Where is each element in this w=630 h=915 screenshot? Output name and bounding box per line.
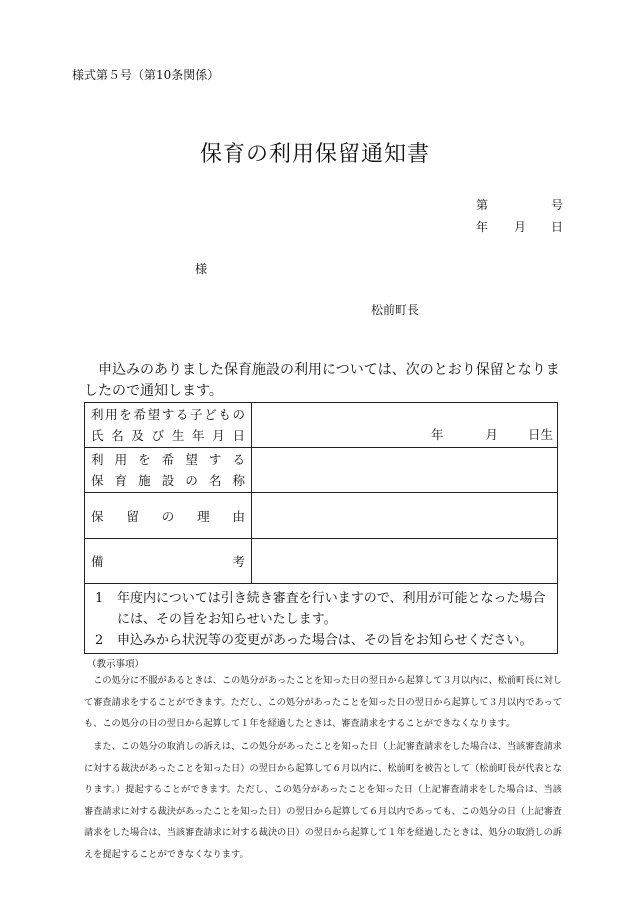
- number-prefix: 第: [476, 198, 489, 212]
- remarks-label-cell: [85, 539, 252, 584]
- notice-table: [84, 402, 558, 654]
- note-number: 1: [95, 591, 104, 606]
- instructions-paragraph-1: この処分に不服があるときは、この処分があったことを知った日の翌日から起算して３月以内に、松前町長に対して審査請求をすることができます。ただし、この処分があったことを知った日の翌日から起算して３月以内であっても、この処分の日の翌日から起算して１年を経過したときは、審査請求をすることができなくなります。: [84, 675, 562, 729]
- birth-year-label: 年: [431, 427, 444, 442]
- child-row: [85, 403, 558, 448]
- number-suffix: 号: [551, 198, 564, 212]
- facility-row: [85, 448, 558, 493]
- facility-label-line1: 利用を希望する: [91, 452, 245, 467]
- note-item: [91, 630, 551, 651]
- note-text: 申込みから状況等の変更があった場合は、その旨をお知らせください。: [117, 633, 533, 648]
- child-birthdate-field: [252, 403, 558, 448]
- birth-day-label: 日生: [527, 427, 553, 442]
- reason-field: [252, 493, 558, 539]
- form-number: 様式第５号（第10条関係）: [72, 68, 220, 82]
- notes-cell: [85, 584, 558, 654]
- facility-label: [85, 448, 252, 493]
- child-label-line1: 利用を希望する子どもの: [91, 407, 245, 422]
- note-number: 2: [95, 633, 104, 648]
- birth-month-label: 月: [485, 427, 499, 442]
- date-year: 年: [476, 220, 489, 234]
- note-text: 年度内については引き続き審査を行いますので、利用が可能となった場合には、その旨をお知らせいたします。: [117, 591, 546, 627]
- date-day: 日: [551, 220, 564, 234]
- note-item: [91, 588, 551, 630]
- reason-row: [85, 493, 558, 539]
- intro-text: 申込みのありました保育施設の利用については、次のとおり保留となりましたので通知します。: [84, 362, 560, 399]
- date-month: 月: [514, 220, 527, 234]
- remarks-field: [252, 539, 558, 584]
- child-label: [85, 403, 252, 448]
- instructions-heading: （教示事項）: [87, 659, 145, 670]
- facility-label-line2: 保育施設の名称: [91, 473, 245, 488]
- instructions-paragraph-2: また、この処分の取消しの訴えは、この処分があったことを知った日（上記審査請求をした場合は、当該審査請求に対する裁決があったことを知った日）の翌日から起算して６月以内に、松前町を被告として（松前町長が代表となります。）提起することができます。ただし、この処分があったことを知った日（上記審査請求をした場合は、当該審査請求に対する裁決があったことを知った日）の翌日から起算して６月以内であっても、この処分の日（上記審査請求をした場合は、当該審査請求に対する裁決の日）の翌日から起算して１年を経過したときは、処分の取消しの訴えを提起することができなくなります。: [84, 741, 562, 860]
- child-label-line2: 氏名及び生年月日: [91, 428, 245, 443]
- notes-row: [85, 584, 558, 654]
- remarks-label: 備考: [91, 554, 245, 569]
- remarks-row: [85, 539, 558, 584]
- reason-label: 保留の理由: [91, 508, 245, 524]
- document-title: 保育の利用保留通知書: [199, 142, 430, 167]
- issuer-name: 松前町長: [371, 303, 420, 317]
- reason-label-cell: [85, 493, 252, 539]
- facility-field: [252, 448, 558, 493]
- addressee-suffix: 様: [195, 262, 208, 276]
